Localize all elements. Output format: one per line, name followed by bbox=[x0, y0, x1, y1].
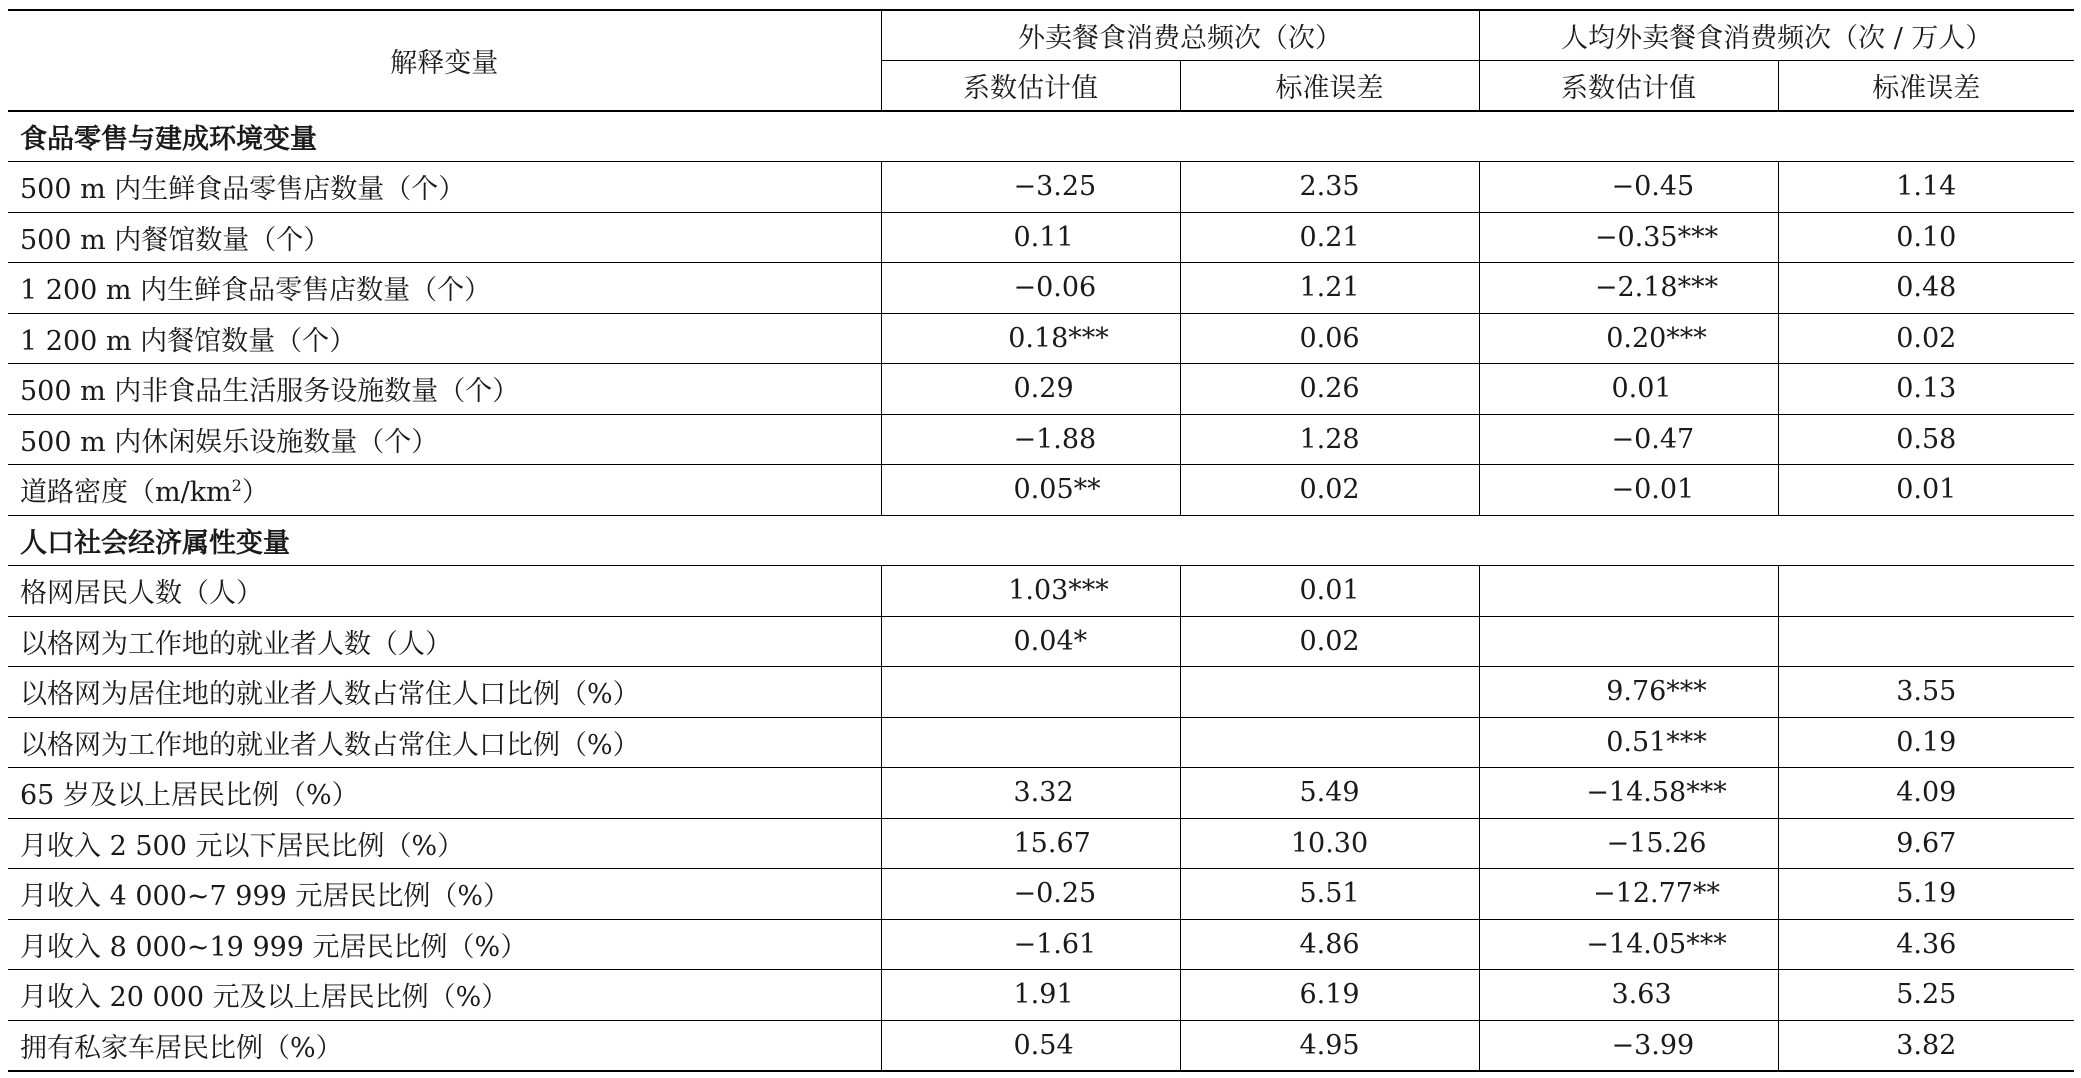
std-error-total-value: 1.21 bbox=[1299, 272, 1360, 304]
section-header-row bbox=[8, 111, 2074, 162]
coefficient-per-capita-cell bbox=[1479, 616, 1778, 667]
coefficient-total-value: −0.06 bbox=[1013, 272, 1097, 304]
coefficient-per-capita-cell bbox=[1479, 566, 1778, 617]
coefficient-total-cell bbox=[881, 566, 1180, 617]
std-error-total-cell bbox=[1180, 414, 1479, 465]
row-label bbox=[8, 212, 881, 263]
coefficient-total-cell bbox=[881, 414, 1180, 465]
row-label-text: 以格网为工作地的就业者人数（人） bbox=[20, 628, 452, 660]
std-error-per-capita-cell bbox=[1778, 1020, 2074, 1071]
std-error-total-value: 0.01 bbox=[1299, 575, 1360, 607]
subheader-std-error-2: 标准误差 bbox=[1778, 61, 2074, 112]
coefficient-total-cell bbox=[881, 162, 1180, 213]
coefficient-total-cell bbox=[881, 364, 1180, 415]
coefficient-per-capita-cell bbox=[1479, 970, 1778, 1021]
table-row bbox=[8, 212, 2074, 263]
table-row bbox=[8, 667, 2074, 718]
table-row bbox=[8, 970, 2074, 1021]
coefficient-total-value: 0.04* bbox=[1013, 625, 1088, 657]
std-error-total-cell bbox=[1180, 465, 1479, 516]
coefficient-total-cell bbox=[881, 717, 1180, 768]
std-error-total-cell bbox=[1180, 919, 1479, 970]
row-label-text: 月收入 20 000 元及以上居民比例（%） bbox=[20, 982, 509, 1014]
row-label bbox=[8, 818, 881, 869]
table-row bbox=[8, 869, 2074, 920]
row-label bbox=[8, 364, 881, 415]
row-label-text: 以格网为工作地的就业者人数占常住人口比例（%） bbox=[20, 729, 640, 761]
coefficient-per-capita-value: −15.26 bbox=[1606, 827, 1707, 859]
subheader-coefficient-1: 系数估计值 bbox=[881, 61, 1180, 112]
std-error-total-value: 0.21 bbox=[1299, 221, 1360, 253]
std-error-total-value: 1.28 bbox=[1299, 423, 1360, 455]
table-row bbox=[8, 616, 2074, 667]
std-error-total-cell bbox=[1180, 263, 1479, 314]
std-error-per-capita-cell bbox=[1778, 263, 2074, 314]
coefficient-per-capita-value: −0.45 bbox=[1611, 171, 1695, 203]
std-error-total-value: 0.02 bbox=[1299, 474, 1360, 506]
row-label-text: 拥有私家车居民比例（%） bbox=[20, 1032, 343, 1064]
table-row bbox=[8, 313, 2074, 364]
row-label-text: 月收入 8 000~19 999 元居民比例（%） bbox=[20, 931, 528, 963]
std-error-total-cell bbox=[1180, 1020, 1479, 1071]
row-label bbox=[8, 970, 881, 1021]
coefficient-per-capita-cell bbox=[1479, 212, 1778, 263]
std-error-per-capita-cell bbox=[1778, 667, 2074, 718]
std-error-total-cell bbox=[1180, 667, 1479, 718]
std-error-total-cell bbox=[1180, 364, 1479, 415]
row-label bbox=[8, 869, 881, 920]
row-label-text: 500 m 内非食品生活服务设施数量（个） bbox=[20, 376, 520, 408]
coefficient-total-cell bbox=[881, 465, 1180, 516]
coefficient-total-value: 0.18*** bbox=[1008, 322, 1109, 354]
coefficient-total-cell bbox=[881, 869, 1180, 920]
coefficient-per-capita-value: −14.58*** bbox=[1586, 777, 1727, 809]
std-error-per-capita-value: 0.02 bbox=[1896, 322, 1957, 354]
coefficient-per-capita-value: −2.18*** bbox=[1594, 272, 1719, 304]
table-row bbox=[8, 1020, 2074, 1071]
std-error-per-capita-value: 0.01 bbox=[1896, 474, 1957, 506]
std-error-total-cell bbox=[1180, 869, 1479, 920]
section-title: 人口社会经济属性变量 bbox=[8, 515, 2074, 566]
table-row bbox=[8, 717, 2074, 768]
std-error-per-capita-cell bbox=[1778, 818, 2074, 869]
row-label-text: 1 200 m 内餐馆数量（个） bbox=[20, 325, 357, 357]
std-error-total-cell bbox=[1180, 768, 1479, 819]
std-error-total-value: 4.86 bbox=[1299, 928, 1360, 960]
coefficient-per-capita-cell bbox=[1479, 162, 1778, 213]
regression-table bbox=[8, 9, 2074, 1072]
row-label-text: 500 m 内生鲜食品零售店数量（个） bbox=[20, 174, 466, 206]
group-header-per-capita-frequency: 人均外卖餐食消费频次（次 / 万人） bbox=[1479, 10, 2074, 61]
row-label-text: 以格网为居住地的就业者人数占常住人口比例（%） bbox=[20, 679, 640, 711]
std-error-total-cell bbox=[1180, 818, 1479, 869]
std-error-total-cell bbox=[1180, 616, 1479, 667]
coefficient-per-capita-cell bbox=[1479, 869, 1778, 920]
table-row bbox=[8, 364, 2074, 415]
coefficient-per-capita-cell bbox=[1479, 667, 1778, 718]
std-error-per-capita-cell bbox=[1778, 717, 2074, 768]
row-label-text: 道路密度（m/km bbox=[20, 477, 232, 509]
coefficient-total-value: 0.05** bbox=[1013, 474, 1101, 506]
table-row bbox=[8, 818, 2074, 869]
table-header bbox=[8, 10, 2074, 111]
row-label-text: 格网居民人数（人） bbox=[20, 578, 263, 610]
std-error-total-value: 0.06 bbox=[1299, 322, 1360, 354]
std-error-per-capita-cell bbox=[1778, 465, 2074, 516]
std-error-total-cell bbox=[1180, 566, 1479, 617]
coefficient-total-value: 0.29 bbox=[1013, 373, 1074, 405]
std-error-per-capita-value: 0.58 bbox=[1896, 423, 1957, 455]
std-error-per-capita-cell bbox=[1778, 768, 2074, 819]
std-error-total-cell bbox=[1180, 162, 1479, 213]
coefficient-per-capita-cell bbox=[1479, 364, 1778, 415]
row-label-text: 月收入 4 000~7 999 元居民比例（%） bbox=[20, 881, 511, 913]
std-error-per-capita-value: 5.19 bbox=[1896, 878, 1957, 910]
std-error-total-value: 10.30 bbox=[1290, 827, 1369, 859]
row-label bbox=[8, 717, 881, 768]
coefficient-per-capita-value: −0.47 bbox=[1611, 423, 1695, 455]
row-label bbox=[8, 162, 881, 213]
std-error-per-capita-cell bbox=[1778, 414, 2074, 465]
std-error-per-capita-cell bbox=[1778, 364, 2074, 415]
std-error-total-cell bbox=[1180, 717, 1479, 768]
coefficient-total-value: 1.03*** bbox=[1008, 575, 1109, 607]
coefficient-per-capita-cell bbox=[1479, 263, 1778, 314]
std-error-per-capita-value: 3.55 bbox=[1896, 676, 1957, 708]
coefficient-per-capita-cell bbox=[1479, 919, 1778, 970]
table-row bbox=[8, 465, 2074, 516]
coefficient-total-value: 15.67 bbox=[1013, 827, 1091, 859]
table-row bbox=[8, 414, 2074, 465]
coefficient-per-capita-value: 0.01 bbox=[1611, 373, 1672, 405]
std-error-per-capita-value: 5.25 bbox=[1896, 979, 1957, 1011]
std-error-total-value: 2.35 bbox=[1299, 171, 1360, 203]
coefficient-per-capita-value: 3.63 bbox=[1611, 979, 1672, 1011]
coefficient-per-capita-value: −0.35*** bbox=[1594, 221, 1719, 253]
row-label bbox=[8, 1020, 881, 1071]
row-label-text: 65 岁及以上居民比例（%） bbox=[20, 780, 359, 812]
row-label-tail: ） bbox=[241, 477, 269, 509]
table-body bbox=[8, 111, 2074, 1071]
coefficient-per-capita-cell bbox=[1479, 818, 1778, 869]
std-error-per-capita-value: 0.48 bbox=[1896, 272, 1957, 304]
coefficient-total-cell bbox=[881, 616, 1180, 667]
row-label bbox=[8, 919, 881, 970]
coefficient-per-capita-cell bbox=[1479, 313, 1778, 364]
row-label bbox=[8, 313, 881, 364]
std-error-total-value: 6.19 bbox=[1299, 979, 1360, 1011]
coefficient-per-capita-cell bbox=[1479, 414, 1778, 465]
std-error-total-value: 0.26 bbox=[1299, 373, 1360, 405]
row-label bbox=[8, 566, 881, 617]
row-label-text: 500 m 内休闲娱乐设施数量（个） bbox=[20, 426, 439, 458]
coefficient-per-capita-cell bbox=[1479, 717, 1778, 768]
variable-column-header: 解释变量 bbox=[8, 10, 881, 111]
table-row bbox=[8, 566, 2074, 617]
coefficient-total-value: 3.32 bbox=[1013, 777, 1074, 809]
section-header-row bbox=[8, 515, 2074, 566]
coefficient-total-cell bbox=[881, 768, 1180, 819]
coefficient-total-cell bbox=[881, 667, 1180, 718]
std-error-total-value: 5.49 bbox=[1299, 777, 1360, 809]
table-row bbox=[8, 919, 2074, 970]
std-error-per-capita-cell bbox=[1778, 313, 2074, 364]
std-error-per-capita-cell bbox=[1778, 616, 2074, 667]
coefficient-total-value: 1.91 bbox=[1013, 979, 1074, 1011]
coefficient-total-value: −0.25 bbox=[1013, 878, 1097, 910]
coefficient-total-value: 0.11 bbox=[1013, 221, 1074, 253]
coefficient-total-value: −3.25 bbox=[1013, 171, 1097, 203]
std-error-per-capita-value: 1.14 bbox=[1896, 171, 1957, 203]
coefficient-per-capita-cell bbox=[1479, 768, 1778, 819]
coefficient-total-cell bbox=[881, 212, 1180, 263]
group-header-total-frequency: 外卖餐食消费总频次（次） bbox=[881, 10, 1479, 61]
coefficient-per-capita-value: −3.99 bbox=[1611, 1029, 1695, 1061]
std-error-per-capita-cell bbox=[1778, 970, 2074, 1021]
coefficient-per-capita-value: 9.76*** bbox=[1606, 676, 1707, 708]
std-error-per-capita-value: 9.67 bbox=[1896, 827, 1957, 859]
coefficient-total-cell bbox=[881, 263, 1180, 314]
row-label-text: 500 m 内餐馆数量（个） bbox=[20, 224, 331, 256]
std-error-per-capita-value: 0.13 bbox=[1896, 373, 1957, 405]
row-label bbox=[8, 465, 881, 516]
subheader-std-error-1: 标准误差 bbox=[1180, 61, 1479, 112]
std-error-total-value: 4.95 bbox=[1299, 1029, 1360, 1061]
std-error-total-cell bbox=[1180, 313, 1479, 364]
row-label-text: 月收入 2 500 元以下居民比例（%） bbox=[20, 830, 465, 862]
std-error-per-capita-cell bbox=[1778, 212, 2074, 263]
row-label-text: 1 200 m 内生鲜食品零售店数量（个） bbox=[20, 275, 492, 307]
coefficient-total-value: −1.61 bbox=[1013, 928, 1097, 960]
section-title: 食品零售与建成环境变量 bbox=[8, 111, 2074, 162]
std-error-total-cell bbox=[1180, 212, 1479, 263]
std-error-per-capita-value: 0.19 bbox=[1896, 726, 1957, 758]
coefficient-total-cell bbox=[881, 313, 1180, 364]
row-label bbox=[8, 768, 881, 819]
coefficient-total-value: −1.88 bbox=[1013, 423, 1097, 455]
std-error-per-capita-value: 0.10 bbox=[1896, 221, 1957, 253]
table-row bbox=[8, 162, 2074, 213]
std-error-per-capita-cell bbox=[1778, 162, 2074, 213]
std-error-per-capita-cell bbox=[1778, 566, 2074, 617]
coefficient-total-cell bbox=[881, 1020, 1180, 1071]
std-error-per-capita-value: 4.09 bbox=[1896, 777, 1957, 809]
coefficient-per-capita-value: −12.77** bbox=[1593, 878, 1720, 910]
std-error-total-cell bbox=[1180, 970, 1479, 1021]
std-error-per-capita-value: 4.36 bbox=[1896, 928, 1957, 960]
row-label-superscript: 2 bbox=[231, 476, 242, 496]
coefficient-total-cell bbox=[881, 970, 1180, 1021]
std-error-per-capita-cell bbox=[1778, 869, 2074, 920]
table-row bbox=[8, 768, 2074, 819]
row-label bbox=[8, 263, 881, 314]
coefficient-per-capita-cell bbox=[1479, 465, 1778, 516]
coefficient-per-capita-value: 0.51*** bbox=[1606, 726, 1707, 758]
std-error-per-capita-cell bbox=[1778, 919, 2074, 970]
coefficient-total-cell bbox=[881, 818, 1180, 869]
table-row bbox=[8, 263, 2074, 314]
coefficient-per-capita-value: 0.20*** bbox=[1606, 322, 1707, 354]
row-label bbox=[8, 616, 881, 667]
row-label bbox=[8, 667, 881, 718]
coefficient-total-value: 0.54 bbox=[1013, 1029, 1074, 1061]
std-error-total-value: 5.51 bbox=[1299, 878, 1360, 910]
row-label bbox=[8, 414, 881, 465]
coefficient-per-capita-cell bbox=[1479, 1020, 1778, 1071]
std-error-per-capita-value: 3.82 bbox=[1896, 1029, 1957, 1061]
coefficient-per-capita-value: −14.05*** bbox=[1586, 928, 1727, 960]
subheader-coefficient-2: 系数估计值 bbox=[1479, 61, 1778, 112]
coefficient-per-capita-value: −0.01 bbox=[1611, 474, 1695, 506]
coefficient-total-cell bbox=[881, 919, 1180, 970]
std-error-total-value: 0.02 bbox=[1299, 625, 1360, 657]
